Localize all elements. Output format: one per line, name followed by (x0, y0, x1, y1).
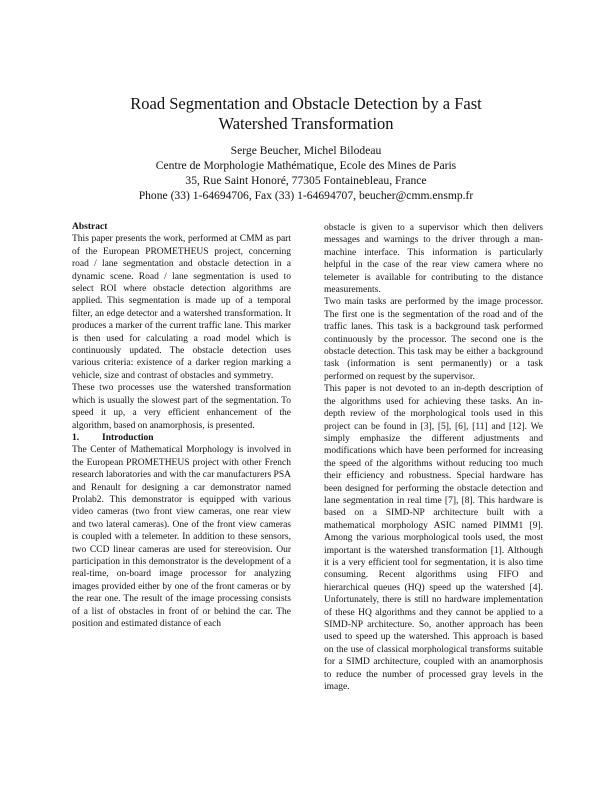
introduction-heading (72, 432, 291, 444)
right-column (324, 222, 543, 693)
author-affiliation: Centre de Morphologie Mathématique, Ecole des Mines de Paris (155, 159, 457, 172)
left-column (72, 221, 291, 630)
introduction-paragraph-1: The Center of Mathematical Morphology is involved in the European PROMETHEUS project with other French research laboratories and with the car manufacturers PSA and Renault for designing a car demonstrator named Prolab2. This demonstrator is equipped with various video cameras (two front view cameras, one rear view and two lateral cameras). One of the front view cameras is coupled with a telemeter. In addition to these sensors, two CCD linear cameras are used for stereovision. Our participation in this demonstrator is the development of a real-time, on-board image processor for analyzing images provided either by one of the front cameras or by the rear one. The result of the image processing consists of a list of obstacles in front of or behind the car. The position and estimated distance of each (72, 445, 291, 629)
author-names: Serge Beucher, Michel Bilodeau (230, 144, 382, 157)
author-address: 35, Rue Saint Honoré, 77305 Fontainebleau, France (185, 174, 427, 187)
introduction-title: Introduction (102, 432, 154, 443)
abstract-paragraph-1: This paper presents the work, performed at CMM as part of the European PROMETHEUS project, concerning road / lane segmentation and obstacle detection in a dynamic scene. Road / lane segmentation is used to select ROI where obstacle detection algorithms are applied. This segmentation is made up of a temporal filter, an edge detector and a watershed transformation. It produces a marker of the current traffic lane. This marker is then used for calculating a road model which is continuously updated. The obstacle detection uses various criteria: existence of a darker region marking a vehicle, size and contrast of obstacles and symmetry. (72, 234, 291, 381)
right-paragraph-1: obstacle is given to a supervisor which then delivers messages and warnings to the driver through a man-machine interface. This information is particularly helpful in the case of the rear view camera where no telemeter is available for contributing to the distance measurements. (324, 223, 543, 296)
introduction-number: 1. (72, 432, 80, 443)
abstract-paragraph-2: These two processes use the watershed transformation which is usually the slowest part of the segmentation. To speed it up, a very efficient enhancement of the algorithm, based on anamorphosis, is presented. (72, 383, 291, 431)
author-block (60, 143, 552, 203)
author-contact: Phone (33) 1-64694706, Fax (33) 1-64694707, beucher@cmm.ensmp.fr (138, 189, 474, 202)
title-line-2: Watershed Transformation (218, 114, 394, 133)
right-paragraph-3: This paper is not devoted to an in-depth description of the algorithms used for achieving these tasks. An in-depth review of the morphological tools used in this project can be found in [3], [5], [6], [11] and [12]. We simply emphasize the different adjustments and modifications which have been performed for increasing the speed of the algorithms without reducing too much their efficiency and robustness. Special hardware has been designed for performing the obstacle detection and lane segmentation in real time [7], [8]. This hardware is based on a SIMD-NP architecture built with a mathematical morphology ASIC named PIMM1 [9]. Among the various morphological tools used, the most important is the watershed transformation [1]. Although it is a very efficient tool for segmentation, it is also time consuming. Recent algorithms using FIFO and hierarchical queues (HQ) speed up the watershed [4]. Unfortunately, there is still no hardware implementation of these HQ algorithms and they cannot be applied to a SIMD-NP architecture. So, another approach has been used to speed up the watershed. This approach is based on the use of classical morphological transforms suitable for a SIMD architecture, coupled with an anamorphosis to reduce the number of processed gray levels in the image. (324, 384, 543, 693)
right-paragraph-2: Two main tasks are performed by the image processor. The first one is the segmentation of the road and of the traffic lanes. This task is a background task performed continuously by the processor. The second one is the obstacle detection. This task may be either a background task (information is sent permanently) or a task performed on request by the supervisor. (324, 297, 543, 382)
abstract-heading: Abstract (72, 222, 108, 232)
title-line-1: Road Segmentation and Obstacle Detection by a Fast (130, 94, 482, 113)
paper-title (60, 94, 552, 134)
